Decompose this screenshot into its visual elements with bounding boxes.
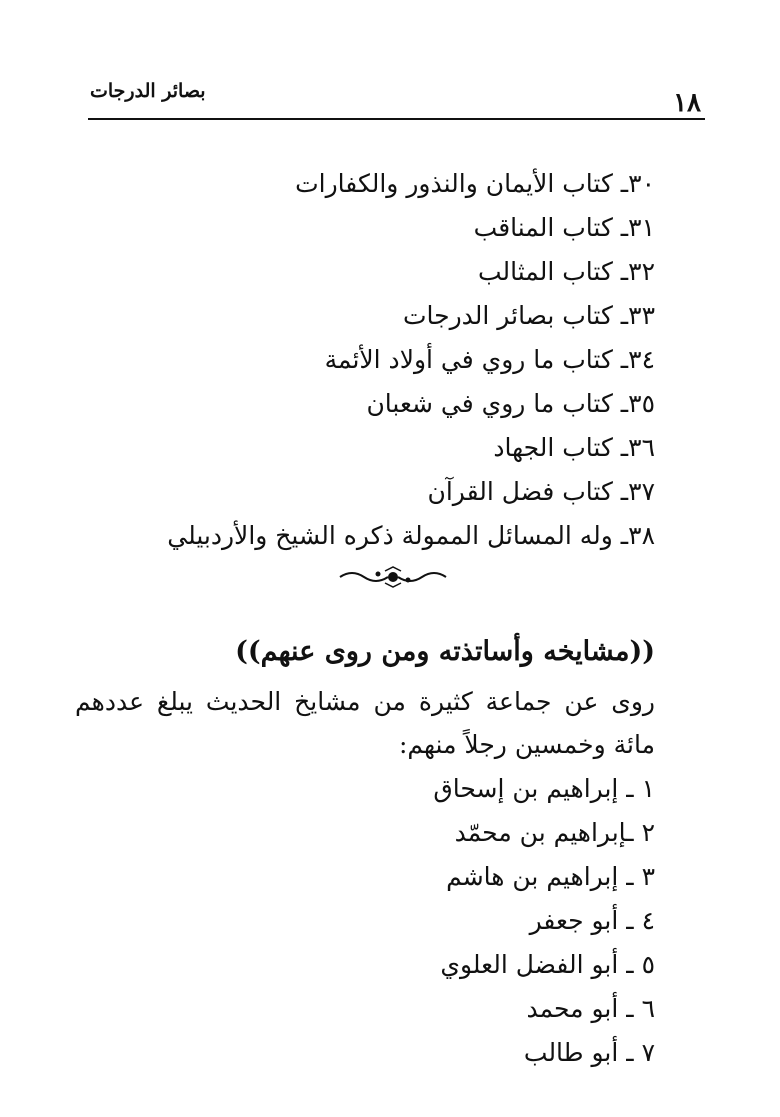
list-item: ٣ ـ إبراهيم بن هاشم	[446, 862, 655, 891]
list-item: ٣٧ـ كتاب فضل القرآن	[427, 477, 655, 506]
book-list	[135, 162, 655, 558]
list-item: ٣١ـ كتاب المناقب	[473, 213, 655, 242]
intro-paragraph: روى عن جماعة كثيرة من مشايخ الحديث يبلغ عددهم مائة وخمسين رجلاً منهم:	[75, 687, 655, 759]
list-item: ٣٦ـ كتاب الجهاد	[493, 433, 655, 462]
list-item: ٣٨ـ وله المسائل الممولة ذكره الشيخ والأردبيلي	[167, 521, 655, 550]
list-item: ٣٤ـ كتاب ما روي في أولاد الأئمة	[324, 345, 655, 374]
list-item: ٤ ـ أبو جعفر	[529, 906, 655, 935]
list-item: ٣٣ـ كتاب بصائر الدرجات	[403, 301, 655, 330]
ornament-divider-icon	[338, 566, 448, 588]
list-item: ١ ـ إبراهيم بن إسحاق	[433, 774, 655, 803]
list-item: ٥ ـ أبو الفضل العلوي	[440, 950, 655, 979]
teacher-list	[433, 767, 655, 1075]
list-item: ٦ ـ أبو محمد	[526, 994, 655, 1023]
list-item: ٣٠ـ كتاب الأيمان والنذور والكفارات	[295, 169, 655, 198]
list-item: ٣٢ـ كتاب المثالب	[477, 257, 655, 286]
section-heading: ((مشايخه وأساتذته ومن روى عنهم))	[235, 636, 655, 667]
list-item: ٢ ـإبراهيم بن محمّد	[454, 818, 655, 847]
page-header	[88, 78, 705, 120]
running-title: بصائر الدرجات	[90, 80, 206, 102]
page-number: ١٨	[673, 88, 701, 118]
list-item: ٣٥ـ كتاب ما روي في شعبان	[366, 389, 655, 418]
list-item: ٧ ـ أبو طالب	[523, 1038, 655, 1067]
